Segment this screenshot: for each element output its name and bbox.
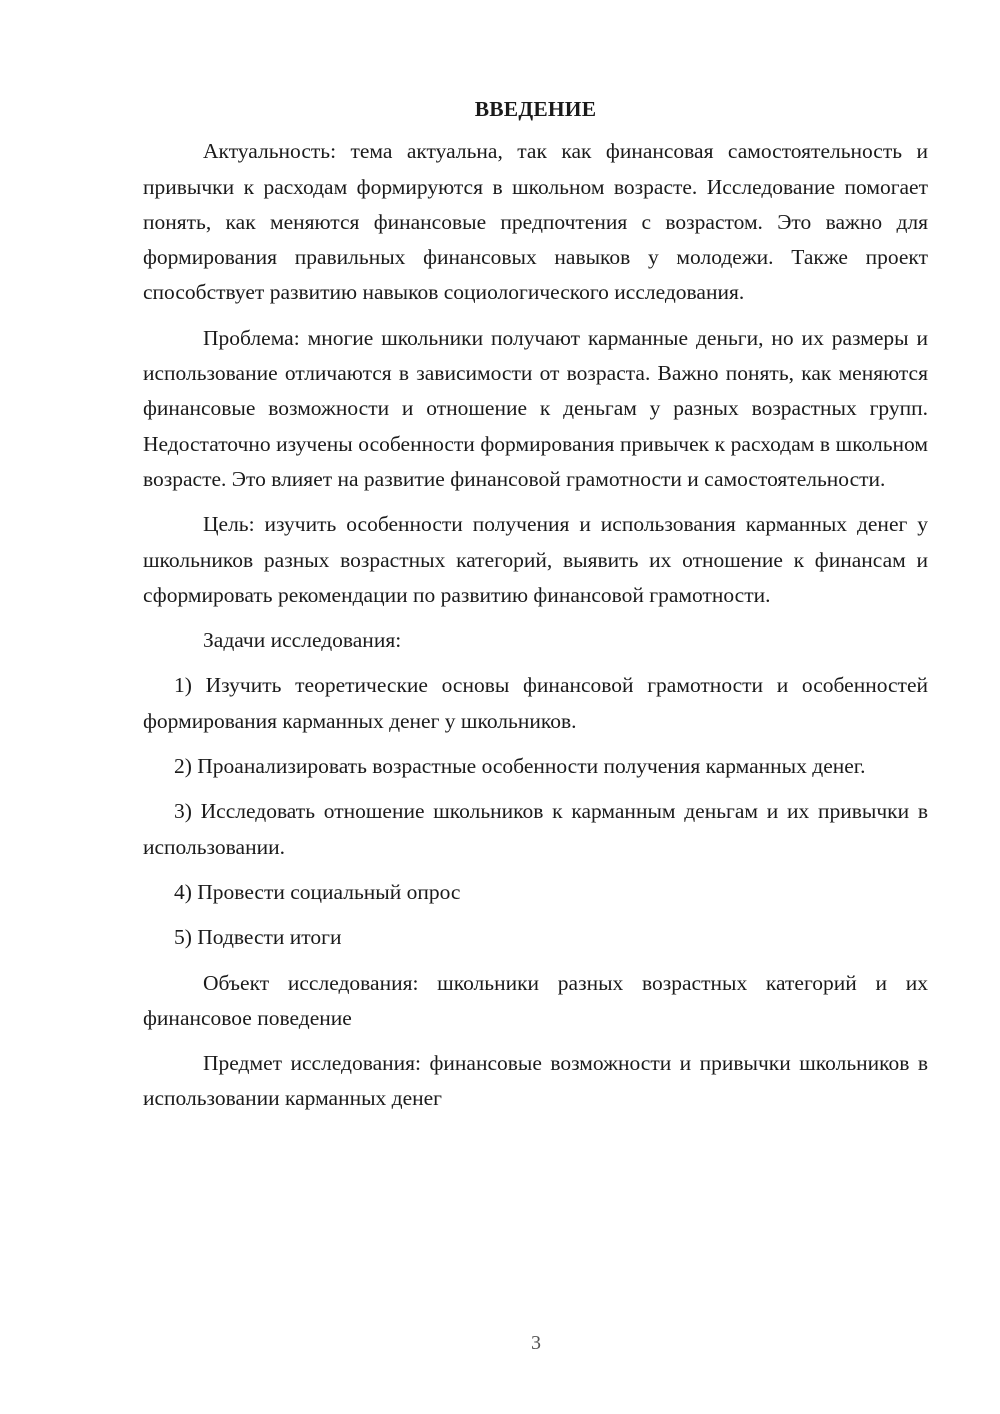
- section-title: ВВЕДЕНИЕ: [474, 97, 597, 121]
- task-item-5: 5) Подвести итоги: [174, 925, 342, 950]
- task-item-2: 2) Проанализировать возрастные особенности получения карманных денег.: [174, 754, 866, 779]
- task-item-4: 4) Провести социальный опрос: [174, 879, 461, 904]
- research-subject-paragraph: Предмет исследования: финансовые возможности и привычки школьников в использовании карманных денег: [143, 1051, 928, 1111]
- research-object-paragraph: Объект исследования: школьники разных возрастных категорий и их финансовое поведение: [143, 970, 928, 1030]
- relevance-paragraph: Актуальность: тема актуальна, так как финансовая самостоятельность и привычки к расходам формируются в школьном возрасте. Исследование помогает понять, как меняются финансовые предпочтения с возрастом. Это важно для формирования правильных финансовых навыков у молодежи. Также проект способствует развитию навыков социологического исследования.: [143, 139, 928, 305]
- task-item-3: 3) Исследовать отношение школьников к карманным деньгам и их привычки в использовании.: [143, 799, 928, 859]
- problem-paragraph: Проблема: многие школьники получают карманные деньги, но их размеры и использование отличаются в зависимости от возраста. Важно понять, как меняются финансовые возможности и отношение к деньгам у разных возрастных групп. Недостаточно изучены особенности формирования привычек к расходам в школьном возрасте. Это влияет на развитие финансовой грамотности и самостоятельности.: [143, 325, 928, 491]
- goal-paragraph: Цель: изучить особенности получения и использования карманных денег у школьников разных возрастных категорий, выявить их отношение к финансам и сформировать рекомендации по развитию финансовой грамотности.: [143, 512, 928, 607]
- task-item-1: 1) Изучить теоретические основы финансовой грамотности и особенностей формирования карманных денег у школьников.: [143, 673, 928, 733]
- tasks-heading: Задачи исследования:: [203, 628, 402, 653]
- document-page: [143, 92, 928, 1127]
- page-number: 3: [531, 1332, 541, 1354]
